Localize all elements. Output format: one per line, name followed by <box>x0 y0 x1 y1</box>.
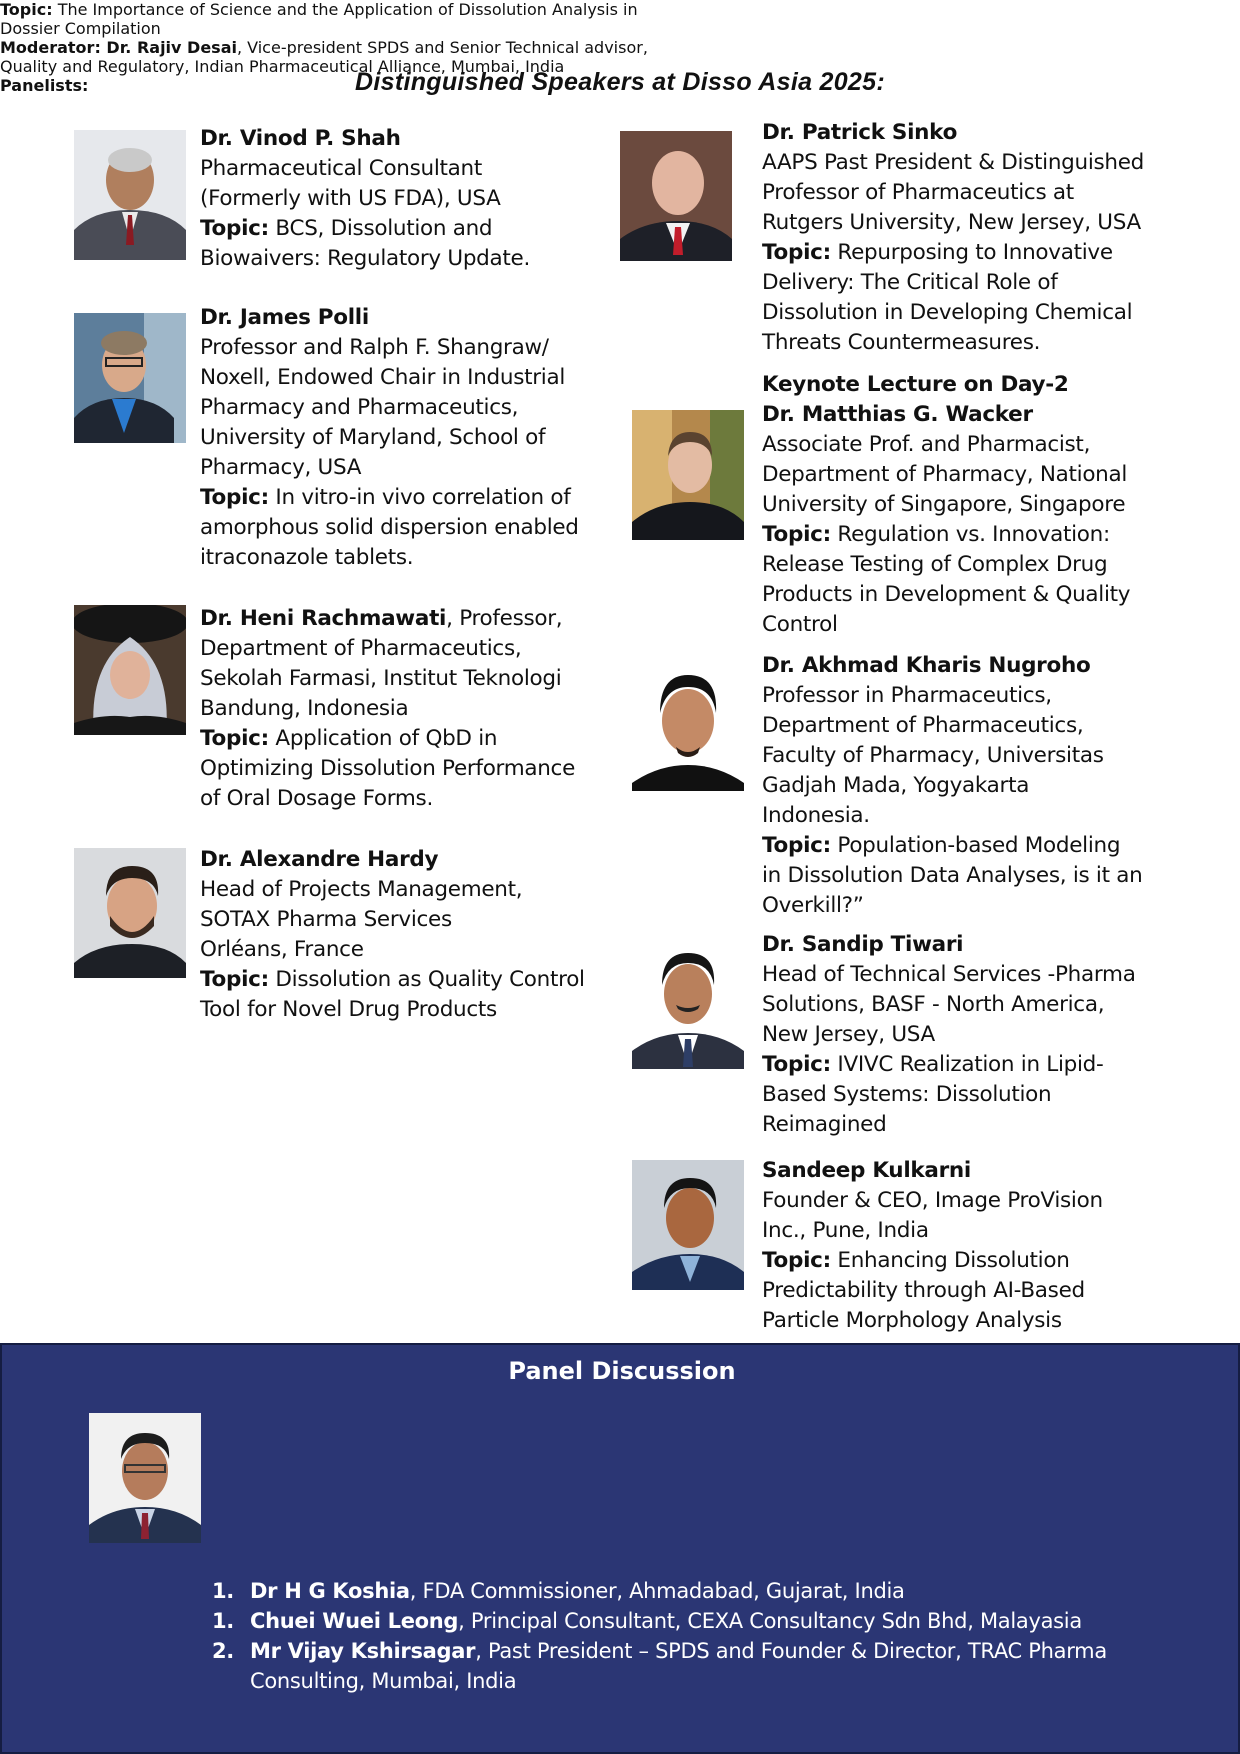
speaker-polli <box>200 303 579 573</box>
speaker-topic-cont: Predictability through AI-Based <box>762 1278 1085 1303</box>
topic-label: Topic: <box>200 726 269 751</box>
speaker-affiliation: Professor and Ralph F. Shangraw/ <box>200 335 549 360</box>
speaker-affiliation: AAPS Past President & Distinguished <box>762 150 1145 175</box>
speaker-photo-tiwari <box>632 939 744 1069</box>
speaker-affiliation: Head of Projects Management, <box>200 877 523 902</box>
moderator-label: Moderator: Dr. Rajiv Desai <box>0 38 237 57</box>
speaker-topic-cont: in Dissolution Data Analyses, is it an <box>762 863 1143 888</box>
list-item: 1. Chuei Wuei Leong, Principal Consultant, CEXA Consultancy Sdn Bhd, Malayasia <box>212 1609 1082 1633</box>
speaker-topic-cont: Particle Morphology Analysis <box>762 1308 1062 1333</box>
panelists-heading: Panelists: <box>0 76 89 95</box>
speaker-photo-rachmawati <box>74 605 186 735</box>
speaker-name: Dr. Alexandre Hardy <box>200 847 439 872</box>
topic-label: Topic: <box>762 522 831 547</box>
topic-label: Topic: <box>762 1052 831 1077</box>
page-title: Distinguished Speakers at Disso Asia 2025: <box>355 68 885 96</box>
speaker-affiliation: Noxell, Endowed Chair in Industrial <box>200 365 566 390</box>
speaker-sinko <box>762 118 1144 358</box>
speaker-topic-cont: Threats Countermeasures. <box>762 330 1041 355</box>
topic-label: Topic: <box>200 967 269 992</box>
panelists-list <box>212 1576 1107 1696</box>
topic-label: Topic: <box>762 833 831 858</box>
speaker-affiliation: Faculty of Pharmacy, Universitas <box>762 743 1104 768</box>
speaker-topic-cont: amorphous solid dispersion enabled <box>200 515 579 540</box>
speaker-affiliation: (Formerly with US FDA), USA <box>200 186 501 211</box>
speaker-photo-hardy <box>74 848 186 978</box>
speaker-kulkarni <box>762 1156 1103 1336</box>
speaker-topic: Topic: IVIVC Realization in Lipid- <box>762 1052 1104 1077</box>
speaker-topic-cont: Control <box>762 612 838 637</box>
speaker-affiliation: Professor of Pharmaceutics at <box>762 180 1074 205</box>
panel-moderator: Moderator: Dr. Rajiv Desai, Vice-president SPDS and Senior Technical advisor, Quality and Regulatory, Indian Pharmaceutical Alliance, Mumbai, India <box>0 38 1240 76</box>
speaker-affiliation: Pharmaceutical Consultant <box>200 156 482 181</box>
topic-label: Topic: <box>762 240 831 265</box>
speaker-name: Dr. Heni Rachmawati <box>200 606 447 631</box>
speaker-topic-cont: Products in Development & Quality <box>762 582 1131 607</box>
speaker-hardy <box>200 845 585 1025</box>
speaker-affiliation: Indonesia. <box>762 803 870 828</box>
speaker-affiliation: Sekolah Farmasi, Institut Teknologi <box>200 666 562 691</box>
topic-label: Topic: <box>762 1248 831 1273</box>
speaker-affiliation: Associate Prof. and Pharmacist, <box>762 432 1091 457</box>
speaker-topic-cont: Tool for Novel Drug Products <box>200 997 497 1022</box>
speaker-affiliation: Inc., Pune, India <box>762 1218 929 1243</box>
speaker-topic-cont: Overkill?” <box>762 893 864 918</box>
speaker-affiliation: Solutions, BASF - North America, <box>762 992 1105 1017</box>
panel-topic-cont: Dossier Compilation <box>0 19 161 38</box>
speaker-topic: Topic: Application of QbD in <box>200 726 498 751</box>
speaker-affiliation: New Jersey, USA <box>762 1022 935 1047</box>
speaker-wacker <box>762 370 1130 640</box>
speaker-topic: Topic: BCS, Dissolution and <box>200 216 493 241</box>
speaker-photo-shah <box>74 130 186 260</box>
speaker-topic-cont: Delivery: The Critical Role of <box>762 270 1058 295</box>
speaker-photo-polli <box>74 313 186 443</box>
speaker-photo-sinko <box>620 131 732 261</box>
speaker-name: Dr. Patrick Sinko <box>762 120 958 145</box>
speaker-topic-cont: Based Systems: Dissolution <box>762 1082 1052 1107</box>
speaker-name: Dr. Matthias G. Wacker <box>762 402 1033 427</box>
speaker-name: Dr. Vinod P. Shah <box>200 126 401 151</box>
speaker-affiliation: University of Maryland, School of <box>200 425 546 450</box>
speaker-photo-wacker <box>632 410 744 540</box>
speaker-affiliation: Department of Pharmacy, National <box>762 462 1128 487</box>
speaker-affiliation: Founder & CEO, Image ProVision <box>762 1188 1103 1213</box>
speaker-affiliation: Bandung, Indonesia <box>200 696 409 721</box>
topic-label: Topic: <box>0 0 53 19</box>
speaker-topic-cont: Biowaivers: Regulatory Update. <box>200 246 530 271</box>
speaker-affiliation: Pharmacy and Pharmaceutics, <box>200 395 519 420</box>
speaker-shah <box>200 124 530 274</box>
topic-label: Topic: <box>200 216 269 241</box>
speaker-topic-cont: itraconazole tablets. <box>200 545 414 570</box>
speaker-topic: Topic: Dissolution as Quality Control <box>200 967 585 992</box>
speaker-name: Sandeep Kulkarni <box>762 1158 971 1183</box>
speaker-name: Dr. Akhmad Kharis Nugroho <box>762 653 1091 678</box>
list-item-cont: Consulting, Mumbai, India <box>250 1669 517 1693</box>
speaker-topic-cont: Dissolution in Developing Chemical <box>762 300 1133 325</box>
speaker-photo-nugroho <box>632 661 744 791</box>
list-item: 1. Dr H G Koshia, FDA Commissioner, Ahmadabad, Gujarat, India <box>212 1579 905 1603</box>
speaker-affiliation: Rutgers University, New Jersey, USA <box>762 210 1141 235</box>
speaker-nugroho <box>762 651 1142 921</box>
list-item: 2. Mr Vijay Kshirsagar, Past President – SPDS and Founder & Director, TRAC Pharma <box>212 1639 1107 1663</box>
speaker-topic: Topic: Population-based Modeling <box>762 833 1121 858</box>
speaker-topic-cont: Release Testing of Complex Drug <box>762 552 1108 577</box>
speaker-topic: Topic: Regulation vs. Innovation: <box>762 522 1110 547</box>
panel-moderator-photo <box>89 1413 201 1543</box>
speaker-affiliation: University of Singapore, Singapore <box>762 492 1126 517</box>
speaker-rachmawati: Dr. Heni Rachmawati, Professor, Department of Pharmaceutics, Sekolah Farmasi, Institut Teknologi Bandung, Indonesia Topic: Application of QbD in Optimizing Dissolution Performance of Oral Dosage Forms. <box>200 604 575 814</box>
moderator-cont: Quality and Regulatory, Indian Pharmaceutical Alliance, Mumbai, India <box>0 57 565 76</box>
speaker-topic: Topic: Repurposing to Innovative <box>762 240 1113 265</box>
keynote-heading: Keynote Lecture on Day-2 <box>762 372 1069 397</box>
speaker-topic: Topic: In vitro-in vivo correlation of <box>200 485 571 510</box>
speaker-tiwari <box>762 930 1136 1140</box>
speaker-name: Dr. Sandip Tiwari <box>762 932 964 957</box>
speaker-photo-kulkarni <box>632 1160 744 1290</box>
speaker-affiliation: Gadjah Mada, Yogyakarta <box>762 773 1030 798</box>
speaker-affiliation: Department of Pharmaceutics, <box>200 636 522 661</box>
speaker-affiliation: Pharmacy, USA <box>200 455 362 480</box>
speaker-affiliation: Department of Pharmaceutics, <box>762 713 1084 738</box>
panel-title: Panel Discussion <box>508 1357 736 1385</box>
speaker-name: Dr. James Polli <box>200 305 369 330</box>
speaker-affiliation: Head of Technical Services -Pharma <box>762 962 1136 987</box>
speaker-affiliation: Orléans, France <box>200 937 364 962</box>
speaker-topic: Topic: Enhancing Dissolution <box>762 1248 1070 1273</box>
panel-topic: Topic: The Importance of Science and the Application of Dissolution Analysis in Dossier Compilation <box>0 0 1240 38</box>
speaker-topic-cont: Reimagined <box>762 1112 887 1137</box>
speaker-affiliation: SOTAX Pharma Services <box>200 907 452 932</box>
topic-label: Topic: <box>200 485 269 510</box>
speaker-affiliation: Professor in Pharmaceutics, <box>762 683 1052 708</box>
speaker-topic-cont: Optimizing Dissolution Performance <box>200 756 576 781</box>
speaker-topic-cont: of Oral Dosage Forms. <box>200 786 433 811</box>
